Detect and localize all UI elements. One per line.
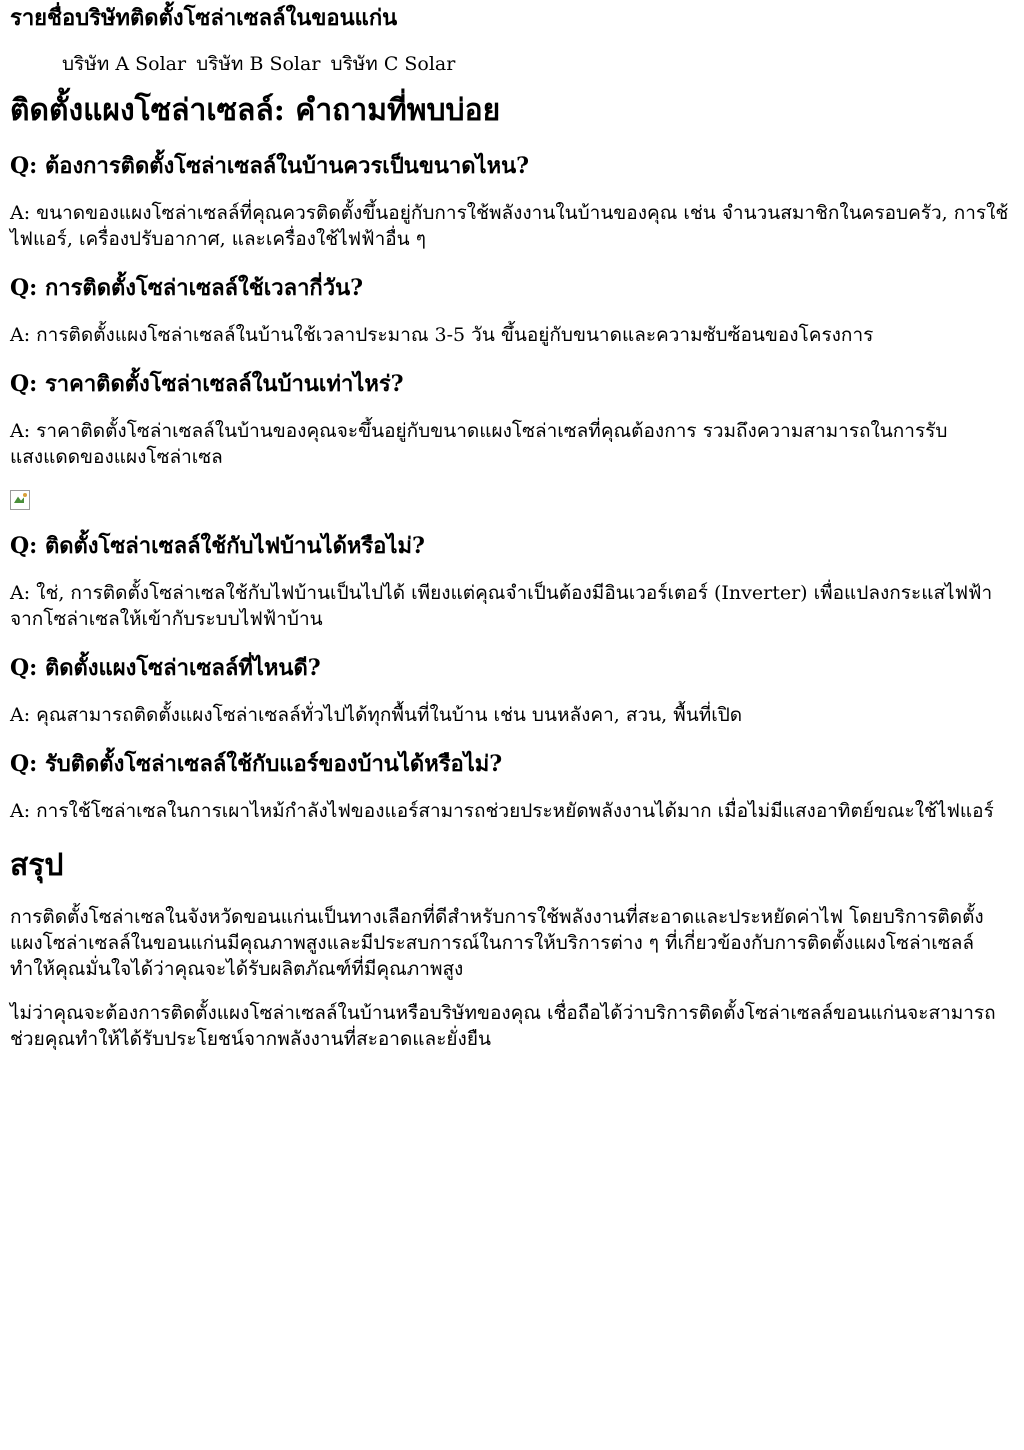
company-item: บริษัท B Solar xyxy=(196,53,321,75)
summary-paragraph: ไม่ว่าคุณจะต้องการติดตั้งแผงโซล่าเซลล์ในบ้านหรือบริษัทของคุณ เชื่อถือได้ว่าบริการติดตั้งโซล่าเซลล์ขอนแก่นจะสามารถช่วยคุณทำให้ได้รับประโยชน์จากพลังงานที่สะอาดและยั่งยืน xyxy=(10,1002,996,1050)
faq-answer: A: ใช่, การติดตั้งโซล่าเซลใช้กับไฟบ้านเป็นไปได้ เพียงแต่คุณจำเป็นต้องมีอินเวอร์เตอร์ (Inverter) เพื่อแปลงกระแสไฟฟ้าจากโซล่าเซลให้เข้ากับระบบไฟฟ้าบ้าน xyxy=(10,582,993,630)
document-page xyxy=(0,4,1024,1052)
faq-answer: A: การใช้โซล่าเซลในการเผาไหม้กำลังไฟของแอร์สามารถช่วยประหยัดพลังงานได้มาก เมื่อไม่มีแสงอาทิตย์ขณะใช้ไฟแอร์ xyxy=(10,800,994,822)
company-list xyxy=(10,50,1014,78)
company-item: บริษัท C Solar xyxy=(330,53,456,75)
company-item: บริษัท A Solar xyxy=(62,53,187,75)
faq-question: Q: ติดตั้งโซล่าเซลล์ใช้กับไฟบ้านได้หรือไม่? xyxy=(10,533,425,559)
broken-image-icon xyxy=(10,490,30,510)
faq-answer: A: ราคาติดตั้งโซล่าเซลล์ในบ้านของคุณจะขึ้นอยู่กับขนาดแผงโซล่าเซลที่คุณต้องการ รวมถึงความสามารถในการรับแสงแดดของแผงโซล่าเซล xyxy=(10,420,948,468)
faq-answer: A: คุณสามารถติดตั้งแผงโซล่าเซลล์ทั่วไปได้ทุกพื้นที่ในบ้าน เช่น บนหลังคา, สวน, พื้นที่เปิด xyxy=(10,704,743,726)
faq-title: ติดตั้งแผงโซล่าเซลล์: คำถามที่พบบ่อย xyxy=(10,93,501,128)
faq-question: Q: รับติดตั้งโซล่าเซลล์ใช้กับแอร์ของบ้านได้หรือไม่? xyxy=(10,751,503,777)
summary-paragraph: การติดตั้งโซล่าเซลในจังหวัดขอนแก่นเป็นทางเลือกที่ดีสำหรับการใช้พลังงานที่สะอาดและประหยัดค่าไฟ โดยบริการติดตั้งแผงโซล่าเซลล์ในขอนแก่นมีคุณภาพสูงและมีประสบการณ์ในการให้บริการต่าง ๆ ที่เกี่ยวข้องกับการติดตั้งแผงโซล่าเซลล์ทำให้คุณมั่นใจได้ว่าคุณจะได้รับผลิตภัณฑ์ที่มีคุณภาพสูง xyxy=(10,906,984,980)
faq-answer: A: ขนาดของแผงโซล่าเซลล์ที่คุณควรติดตั้งขึ้นอยู่กับการใช้พลังงานในบ้านของคุณ เช่น จำนวนสมาชิกในครอบครัว, การใช้ไฟแอร์, เครื่องปรับอากาศ, และเครื่องใช้ไฟฟ้าอื่น ๆ xyxy=(10,202,1009,250)
faq-question: Q: การติดตั้งโซล่าเซลล์ใช้เวลากี่วัน? xyxy=(10,275,364,301)
summary-title: สรุป xyxy=(10,848,64,883)
company-list-heading: รายชื่อบริษัทติดตั้งโซล่าเซลล์ในขอนแก่น xyxy=(10,5,398,31)
faq-question: Q: ต้องการติดตั้งโซล่าเซลล์ในบ้านควรเป็นขนาดไหน? xyxy=(10,153,530,179)
faq-question: Q: ราคาติดตั้งโซล่าเซลล์ในบ้านเท่าไหร่? xyxy=(10,371,404,397)
faq-question: Q: ติดตั้งแผงโซล่าเซลล์ที่ไหนดี? xyxy=(10,655,321,681)
faq-answer: A: การติดตั้งแผงโซล่าเซลล์ในบ้านใช้เวลาประมาณ 3-5 วัน ขึ้นอยู่กับขนาดและความซับซ้อนของโครงการ xyxy=(10,324,874,346)
